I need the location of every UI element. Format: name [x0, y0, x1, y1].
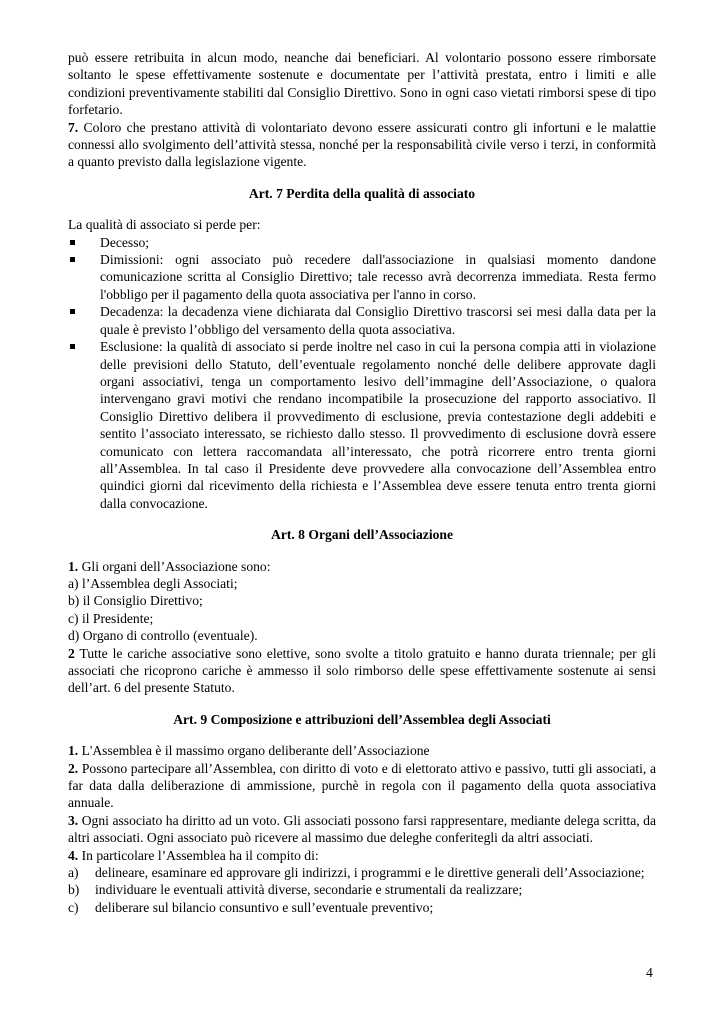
- square-bullet-icon: [70, 344, 75, 349]
- list-item-text: Esclusione: la qualità di associato si perde inoltre nel caso in cui la persona compia atti in violazione delle previsioni dello Statuto, dell’eventuale regolamento nonché delle delibere approvate dagli organi associativi, tenga un comportamento lesivo dell’immagine dell’Associazione, o qualora intervengano gravi motivi che rendano incompatibile la prosecuzione del rapporto associativo. Il Consiglio Direttivo delibera il provvedimento di esclusione, previa contestazione degli addebiti e sentito l’associato interessato, se richiesto dallo stesso. Il provvedimento di esclusione dovrà essere comunicato con lettera raccomandata all’interessato, che potrà ricorrere entro trenta giorni all’Assemblea. In tal caso il Presidente deve provvedere alla convocazione dell’Assemblea entro quindici giorni dal ricevimento della richiesta e l’Assemblea deve essere tenuta entro trenta giorni dalla convocazione.: [100, 339, 656, 511]
- square-bullet-icon: [70, 309, 75, 314]
- heading-art-7: Art. 7 Perdita della qualità di associato: [248, 185, 476, 201]
- paragraph-text: Possono partecipare all’Assemblea, con diritto di voto e di elettorato attivo e passivo, tutti gli associati, a far data dalla deliberazione di ammissione, purchè in regola con il pagamento della quota associativa annuale.: [68, 760, 656, 811]
- list-item-text: Dimissioni: ogni associato può recedere dall'associazione in qualsiasi momento dandone comunicazione scritta al Consiglio Direttivo; tale recesso avrà decorrenza immediata. Resta fermo l'obbligo per il pagamento della quota associativa per l'anno in corso.: [100, 252, 656, 302]
- list-item-text: Decadenza: la decadenza viene dichiarata dal Consiglio Direttivo trascorsi sei mesi dalla data per la quale è previsto l’obbligo del versamento della quota associativa.: [100, 304, 656, 337]
- square-bullet-icon: [70, 257, 75, 262]
- art8-paragraph-2: [68, 645, 656, 697]
- art8-organ-control: d) Organo di controllo (eventuale).: [68, 628, 258, 644]
- list-item-text: Decesso;: [100, 234, 150, 250]
- art9-paragraph-1: [68, 742, 656, 759]
- list-item: [68, 338, 656, 512]
- square-bullet-icon: [70, 240, 75, 245]
- list-item-text: individuare le eventuali attività diverse, secondarie e strumentali da realizzare;: [95, 882, 523, 898]
- document-page: [68, 49, 656, 916]
- paragraph-text: In particolare l’Assemblea ha il compito di:: [78, 847, 319, 863]
- list-item: [68, 234, 656, 251]
- list-item-letter: a): [68, 865, 79, 881]
- paragraph-volunteer-reimbursement: può essere retribuita in alcun modo, neanche dai beneficiari. Al volontario possono essere rimborsate soltanto le spese effettivamente sostenute e documentate per l’attività prestata, entro i limiti e alle condizioni preventivamente stabiliti dal Consiglio Direttivo. Sono in ogni caso vietati rimborsi spese di tipo forfetario.: [68, 50, 656, 118]
- list-item-text: delineare, esaminare ed approvare gli indirizzi, i programmi e le direttive generali dell’Associazione;: [95, 865, 645, 881]
- list-item-letter: b): [68, 882, 80, 898]
- list-item: [68, 899, 656, 916]
- page-number: 4: [646, 965, 653, 980]
- art7-lead: La qualità di associato si perde per:: [68, 217, 261, 233]
- list-item: [68, 881, 656, 898]
- paragraph-text: Gli organi dell’Associazione sono:: [78, 558, 271, 574]
- paragraph-number: 7.: [68, 119, 79, 135]
- art9-paragraph-3: [68, 812, 656, 847]
- list-item-text: deliberare sul bilancio consuntivo e sull’eventuale preventivo;: [95, 899, 434, 915]
- art9-paragraph-2: [68, 760, 656, 812]
- heading-art-9: Art. 9 Composizione e attribuzioni dell’Assemblea degli Associati: [173, 711, 551, 727]
- paragraph-volunteer-insurance: [68, 119, 656, 171]
- paragraph-text: L'Assemblea è il massimo organo deliberante dell’Associazione: [78, 743, 430, 759]
- paragraph-text: Ogni associato ha diritto ad un voto. Gli associati possono farsi rappresentare, mediante delega scritta, da altri associati. Ogni associato può ricevere al massimo due deleghe conferitegli da altri associati.: [68, 812, 656, 846]
- paragraph-number: 1.: [68, 558, 79, 574]
- art7-loss-list: [68, 234, 656, 513]
- list-item: [68, 303, 656, 338]
- paragraph-text: Tutte le cariche associative sono elettive, sono svolte a titolo gratuito e hanno durata triennale; per gli associati che ricoprono cariche è ammesso il solo rimborso delle spese effettivamente sostenute ai sensi dell’art. 6 del presente Statuto.: [68, 645, 656, 696]
- paragraph-number: 2: [68, 645, 75, 661]
- paragraph-number: 2.: [68, 760, 79, 776]
- art8-organ-assembly: a) l’Assemblea degli Associati;: [68, 575, 238, 591]
- paragraph-number: 1.: [68, 743, 79, 759]
- paragraph-number: 3.: [68, 812, 79, 828]
- list-item: [68, 251, 656, 303]
- art8-paragraph-1: [68, 558, 656, 575]
- list-item-letter: c): [68, 899, 79, 915]
- paragraph-number: 4.: [68, 847, 79, 863]
- art8-organ-president: c) il Presidente;: [68, 610, 154, 626]
- art8-organ-board: b) il Consiglio Direttivo;: [68, 593, 203, 609]
- list-item: [68, 864, 656, 881]
- heading-art-8: Art. 8 Organi dell’Associazione: [271, 527, 453, 543]
- paragraph-text: Coloro che prestano attività di volontariato devono essere assicurati contro gli infortuni e le malattie connessi allo svolgimento dell’attività stessa, nonché per la responsabilità civile verso i terzi, in conformità a quanto previsto dalla legislazione vigente.: [68, 119, 656, 170]
- art9-task-list: [68, 864, 656, 916]
- art9-paragraph-4: [68, 847, 656, 864]
